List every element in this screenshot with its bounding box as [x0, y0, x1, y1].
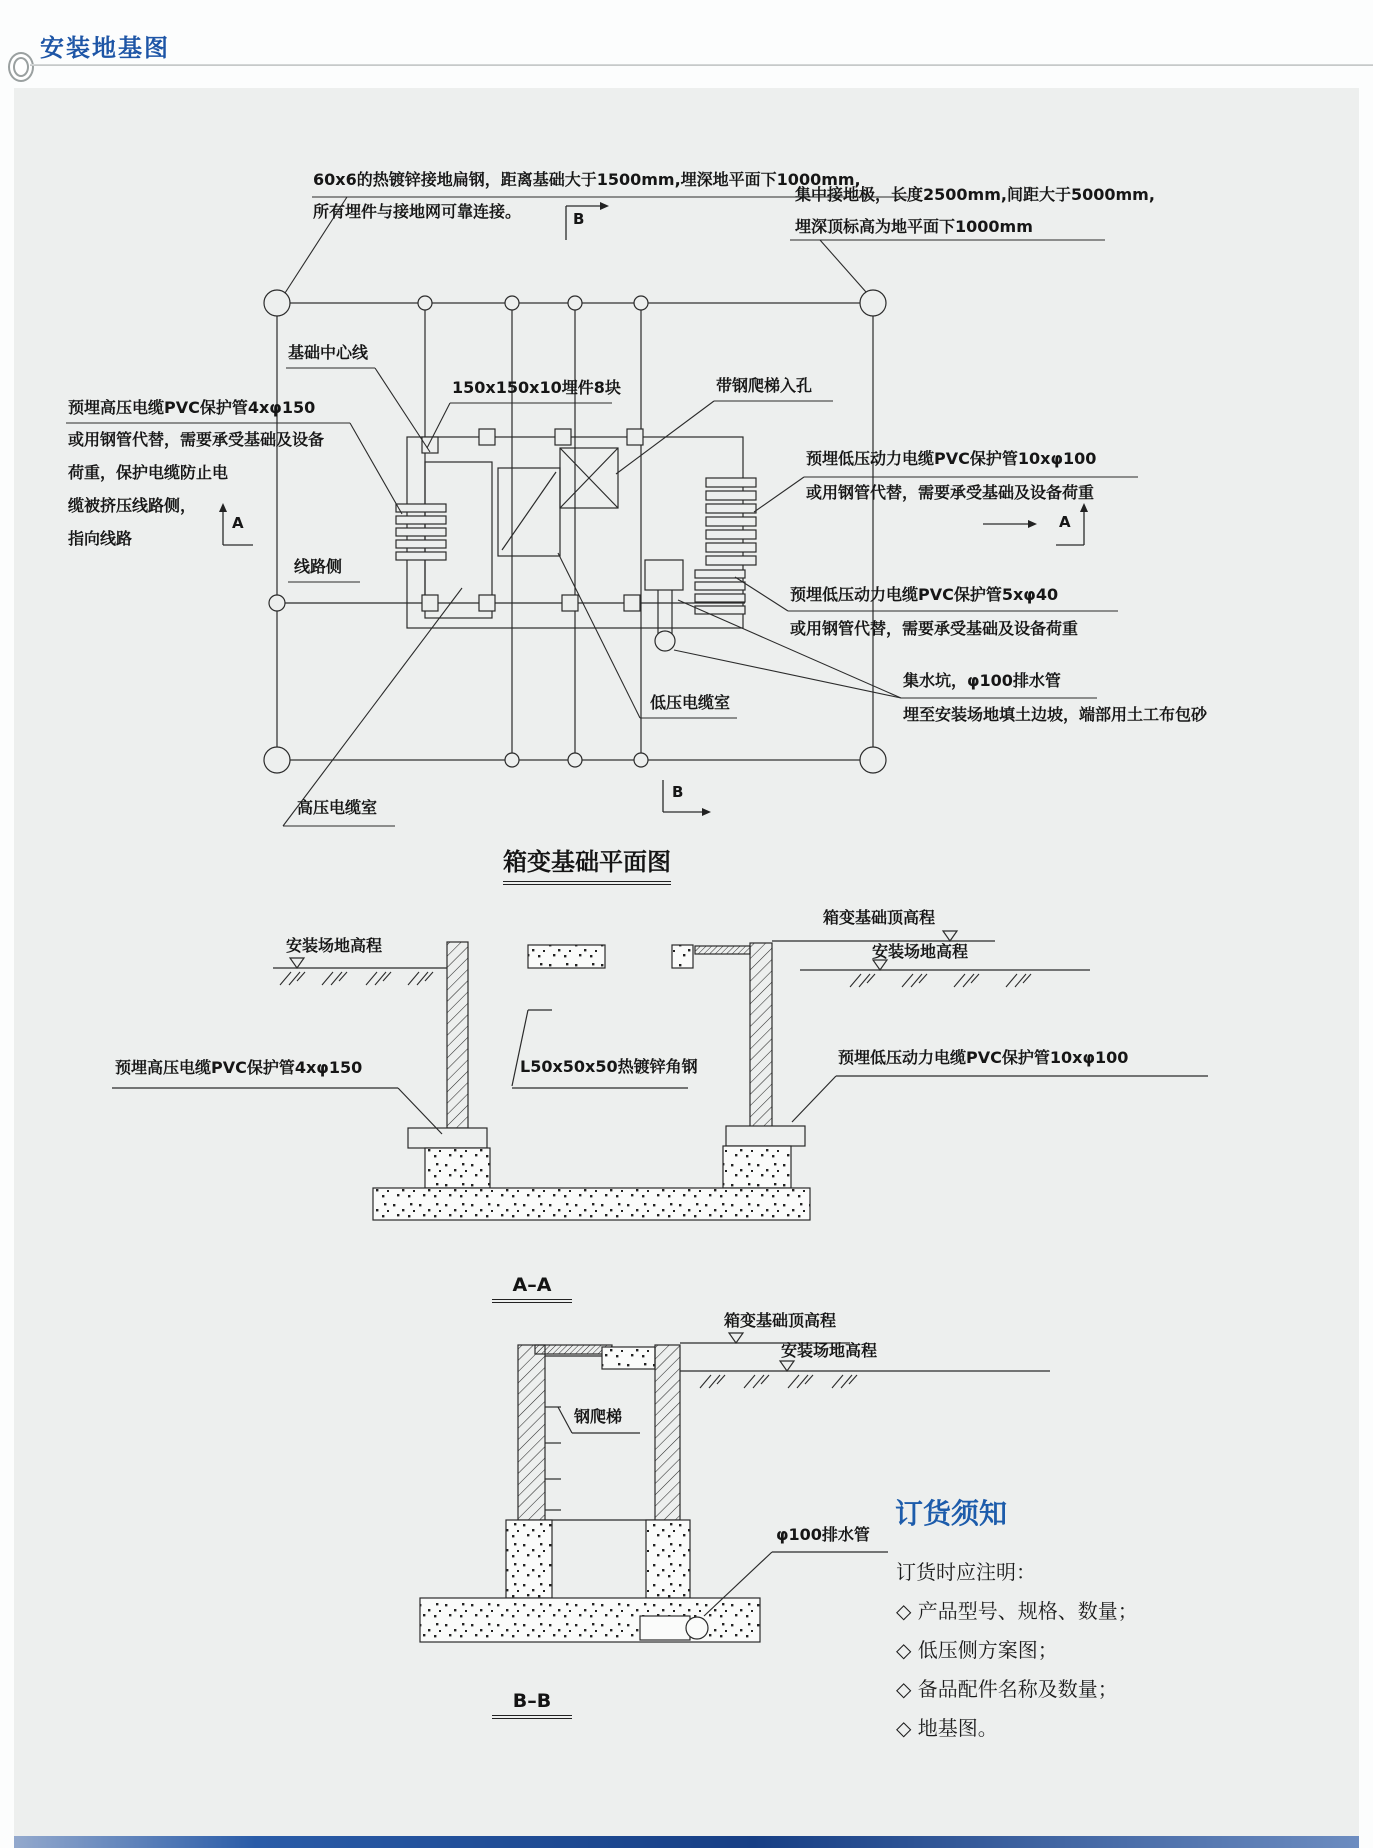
note-hv-pipe-line3: 荷重，保护电缆防止电 [68, 463, 229, 482]
bb-ladder: 钢爬梯 [574, 1407, 623, 1426]
note-lv-pipe5-line2: 或用钢管代替，需要承受基础及设备荷重 [790, 619, 1079, 638]
aa-site-level-left: 安装场地高程 [286, 936, 383, 955]
level-marker-icon [780, 1361, 794, 1371]
arrow-up-icon [219, 503, 227, 512]
note-hv-pipe-line4: 缆被挤压线路侧， [68, 496, 197, 515]
label-embed-plates: 150x150x10埋件8块 [452, 378, 621, 397]
label-hv-room: 高压电缆室 [297, 798, 378, 817]
aa-angle-steel: L50x50x50热镀锌角钢 [520, 1057, 698, 1076]
plan-title: 箱变基础平面图 [503, 842, 671, 885]
level-marker-icon [943, 931, 957, 941]
note-ground-steel-line2: 所有埋件与接地网可靠连接。 [313, 202, 522, 221]
marker-a-right: A [1059, 513, 1071, 531]
label-lv-room: 低压电缆室 [650, 693, 731, 712]
note-electrode-line1: 集中接地极，长度2500mm,间距大于5000mm, [795, 185, 1155, 204]
arrow-right-icon [702, 808, 711, 816]
arrow-up-icon [1080, 503, 1088, 512]
label-line-side: 线路侧 [294, 557, 343, 576]
note-hv-pipe-line1: 预埋高压电缆PVC保护管4xφ150 [68, 398, 316, 417]
ordering-item: ◇ 地基图。 [896, 1716, 998, 1740]
bb-title: B–B [492, 1690, 572, 1719]
ordering-item: ◇ 备品配件名称及数量； [896, 1677, 1118, 1701]
page-title: 安装地基图 [40, 34, 170, 62]
note-hv-pipe-line5: 指向线路 [68, 529, 133, 548]
lv-pipe-bank-5 [695, 570, 745, 614]
note-sump-line1: 集水坑，φ100排水管 [903, 671, 1061, 690]
note-electrode-line2: 埋深顶标高为地平面下1000mm [795, 217, 1033, 236]
aa-top-level: 箱变基础顶高程 [823, 908, 936, 927]
hv-pipe-bank [396, 504, 446, 560]
label-manhole: 带钢爬梯入孔 [716, 376, 813, 395]
level-marker-icon [290, 958, 304, 968]
ordering-intro: 订货时应注明： [896, 1560, 1036, 1584]
bb-site-level: 安装场地高程 [781, 1341, 878, 1360]
arrow-right-icon [1028, 520, 1037, 528]
level-marker-icon [729, 1333, 743, 1343]
note-lv-pipe5-line1: 预埋低压动力电缆PVC保护管5xφ40 [790, 585, 1059, 604]
footer-bar [14, 1836, 1359, 1848]
arrow-right-icon [600, 202, 609, 210]
note-sump-line2: 埋至安装场地填土边坡，端部用土工布包砂 [903, 705, 1208, 724]
ordering-title: 订货须知 [895, 1497, 1008, 1530]
label-center-line: 基础中心线 [288, 343, 369, 362]
note-hv-pipe-line2: 或用钢管代替，需要承受基础及设备 [68, 430, 325, 449]
marker-b-top: B [573, 210, 585, 228]
marker-a-left: A [232, 514, 244, 532]
bb-drain: φ100排水管 [776, 1525, 870, 1544]
ladder-rungs [545, 1407, 561, 1510]
aa-site-level-right: 安装场地高程 [872, 942, 969, 961]
note-lv-pipe10-line2: 或用钢管代替，需要承受基础及设备荷重 [806, 483, 1095, 502]
plan-leaders [66, 197, 1138, 826]
plan-drawing [66, 197, 1138, 826]
aa-hv-pipe: 预埋高压电缆PVC保护管4xφ150 [115, 1058, 363, 1077]
ordering-item: ◇ 低压侧方案图； [896, 1638, 1058, 1662]
ordering-item: ◇ 产品型号、规格、数量； [896, 1599, 1138, 1623]
lv-pipe-bank-10 [706, 478, 756, 565]
note-ground-steel-line1: 60x6的热镀锌接地扁钢，距离基础大于1500mm,埋深地平面下1000mm, [313, 170, 861, 189]
aa-title: A–A [492, 1274, 572, 1303]
bb-top-level: 箱变基础顶高程 [724, 1311, 837, 1330]
level-marker-icon [873, 960, 887, 970]
marker-b-bottom: B [672, 783, 684, 801]
note-lv-pipe10-line1: 预埋低压动力电缆PVC保护管10xφ100 [806, 449, 1097, 468]
aa-lv-pipe: 预埋低压动力电缆PVC保护管10xφ100 [838, 1048, 1129, 1067]
